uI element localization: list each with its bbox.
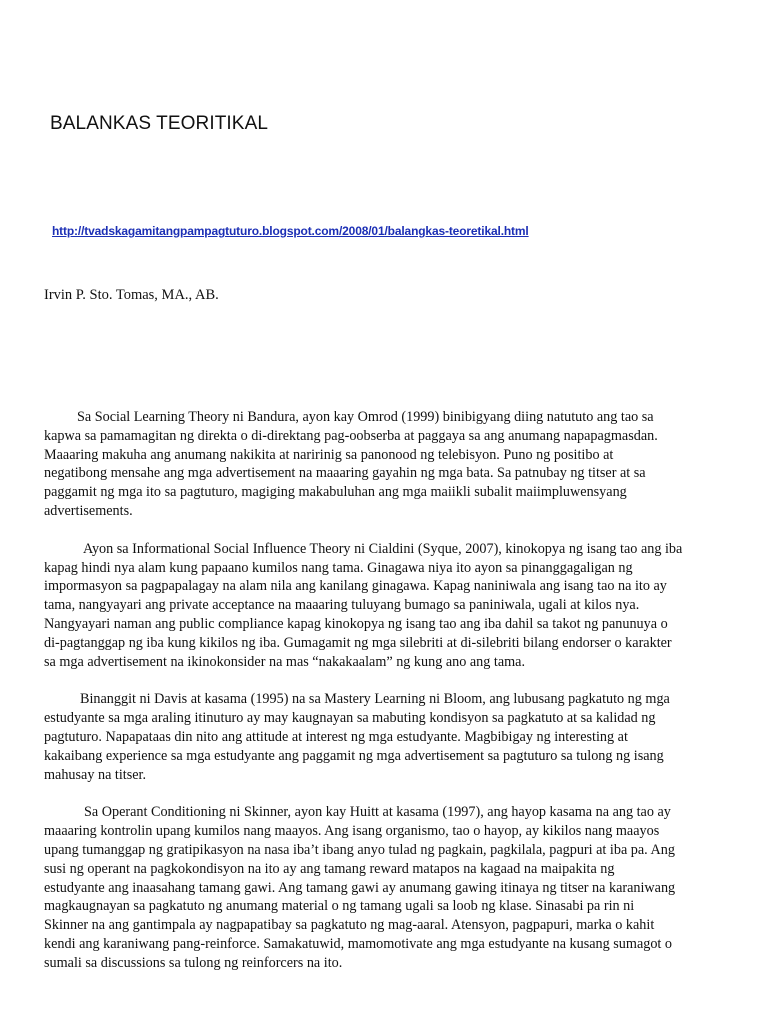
paragraph-line: sumali sa discussions sa tulong ng reinforcers na ito. xyxy=(44,954,343,971)
author-line: Irvin P. Sto. Tomas, MA., AB. xyxy=(44,287,219,303)
paragraph-line: impormasyon sa pagpapalagay na alam nila ang kanilang ginagawa. Kapag naniniwala ang isang tao na ito ay xyxy=(44,578,667,595)
paragraph-operant-conditioning xyxy=(44,803,724,972)
paragraph-line: negatibong mensahe ang mga advertisement na maaaring gayahin ng mga bata. Sa patnubay ng titser at sa xyxy=(44,465,646,482)
paragraph-line: kendi ang karaniwang pang-reinforce. Samakatuwid, mamomotivate ang mga estudyante na kusang sumagot o xyxy=(44,935,673,952)
paragraph-line: kapwa sa pamamagitan ng direkta o di-direktang pag-oobserba at paggaya sa ang anumang napapagmasdan. xyxy=(44,427,658,444)
paragraph-line: susi ng operant na pagkokondisyon na ito ay ang tamang reward matapos na kagaad na maipakita ng xyxy=(44,860,615,877)
paragraph-line: estudyante sa mga araling itinuturo ay may kaugnayan sa mabuting kondisyon sa pagkatuto at sa kalidad ng xyxy=(44,710,656,727)
paragraph-line: mahusay na titser. xyxy=(44,766,147,783)
paragraph-line: maaaring kontrolin upang kumilos nang maayos. Ang isang organismo, tao o hayop, ay kikilos nang maayos xyxy=(44,823,660,840)
document-body xyxy=(44,408,724,992)
paragraph-line: Binanggit ni Davis at kasama (1995) na sa Mastery Learning ni Bloom, ang lubusang pagkatuto ng mga xyxy=(80,691,670,708)
paragraph-informational-social-influence xyxy=(44,540,724,672)
document-title: BALANKAS TEORITIKAL xyxy=(50,113,269,134)
paragraph-social-learning xyxy=(44,408,724,521)
paragraph-line: pagtuturo. Napapataas din nito ang attitude at interest ng mga estudyante. Magbibigay ng interesting at xyxy=(44,728,628,745)
paragraph-line: Sa Social Learning Theory ni Bandura, ayon kay Omrod (1999) binibigyang diing natututo ang tao sa xyxy=(77,409,654,425)
paragraph-mastery-learning xyxy=(44,690,724,784)
paragraph-line: Skinner na ang gantimpala ay nagpapatibay sa pagkatuto ng mag-aaral. Atensyon, pagpapuri, marka o kahit xyxy=(44,917,655,934)
paragraph-line: magkaugnayan sa pagkatuto ng anumang material o ng tamang ugali sa loob ng klase. Sinasabi pa rin ni xyxy=(44,898,635,915)
paragraph-line: advertisements. xyxy=(44,502,133,519)
paragraph-line: Nangyayari naman ang public compliance kapag kinokopya ng isang tao ang iba dahil sa takot ng panunuya o xyxy=(44,615,668,632)
source-link[interactable]: http://tvadskagamitangpampagtuturo.blogspot.com/2008/01/balangkas-teoretikal.html xyxy=(52,224,529,238)
paragraph-line: kapag hindi nya alam kung papaano kumilos nang tama. Ginagawa niya ito ayon sa pinanggagaligan ng xyxy=(44,559,633,576)
paragraph-line: estudyante ang inaasahang tamang gawi. Ang tamang gawi ay anumang gawing itinaya ng titser na karaniwang xyxy=(44,879,676,896)
paragraph-line: paggamit ng mga ito sa pagtuturo, magiging makabuluhan ang mga maiikli subalit maiimpluwensyang xyxy=(44,484,627,501)
paragraph-line: kakaibang experience sa mga estudyante ang paggamit ng mga advertisement sa pagtuturo sa tulong ng isang xyxy=(44,747,664,764)
paragraph-line: di-pagtanggap ng iba kung kikilos ng iba. Gumagamit ng mga silebriti at di-silebriti bilang endorser o karakter xyxy=(44,634,672,651)
paragraph-line: Ayon sa Informational Social Influence Theory ni Cialdini (Syque, 2007), kinokopya ng isang tao ang iba xyxy=(83,540,683,557)
paragraph-line: upang tumanggap ng gratipikasyon na nasa iba’t ibang anyo tulad ng pagkain, pagkilala, pagpuri at iba pa. Ang xyxy=(44,841,675,858)
paragraph-line: Maaaring makuha ang anumang nakikita at naririnig sa panonood ng telebisyon. Puno ng positibo at xyxy=(44,446,614,463)
paragraph-line: Sa Operant Conditioning ni Skinner, ayon kay Huitt at kasama (1997), ang hayop kasama na ang tao ay xyxy=(84,804,671,821)
paragraph-line: sa mga advertisement na ikinokonsider na mas “nakakaalam” ng kung ano ang tama. xyxy=(44,653,526,670)
paragraph-line: tama, nangyayari ang private acceptance na maaaring tuluyang bumago sa paniniwala, ugali at kilos nya. xyxy=(44,597,640,614)
